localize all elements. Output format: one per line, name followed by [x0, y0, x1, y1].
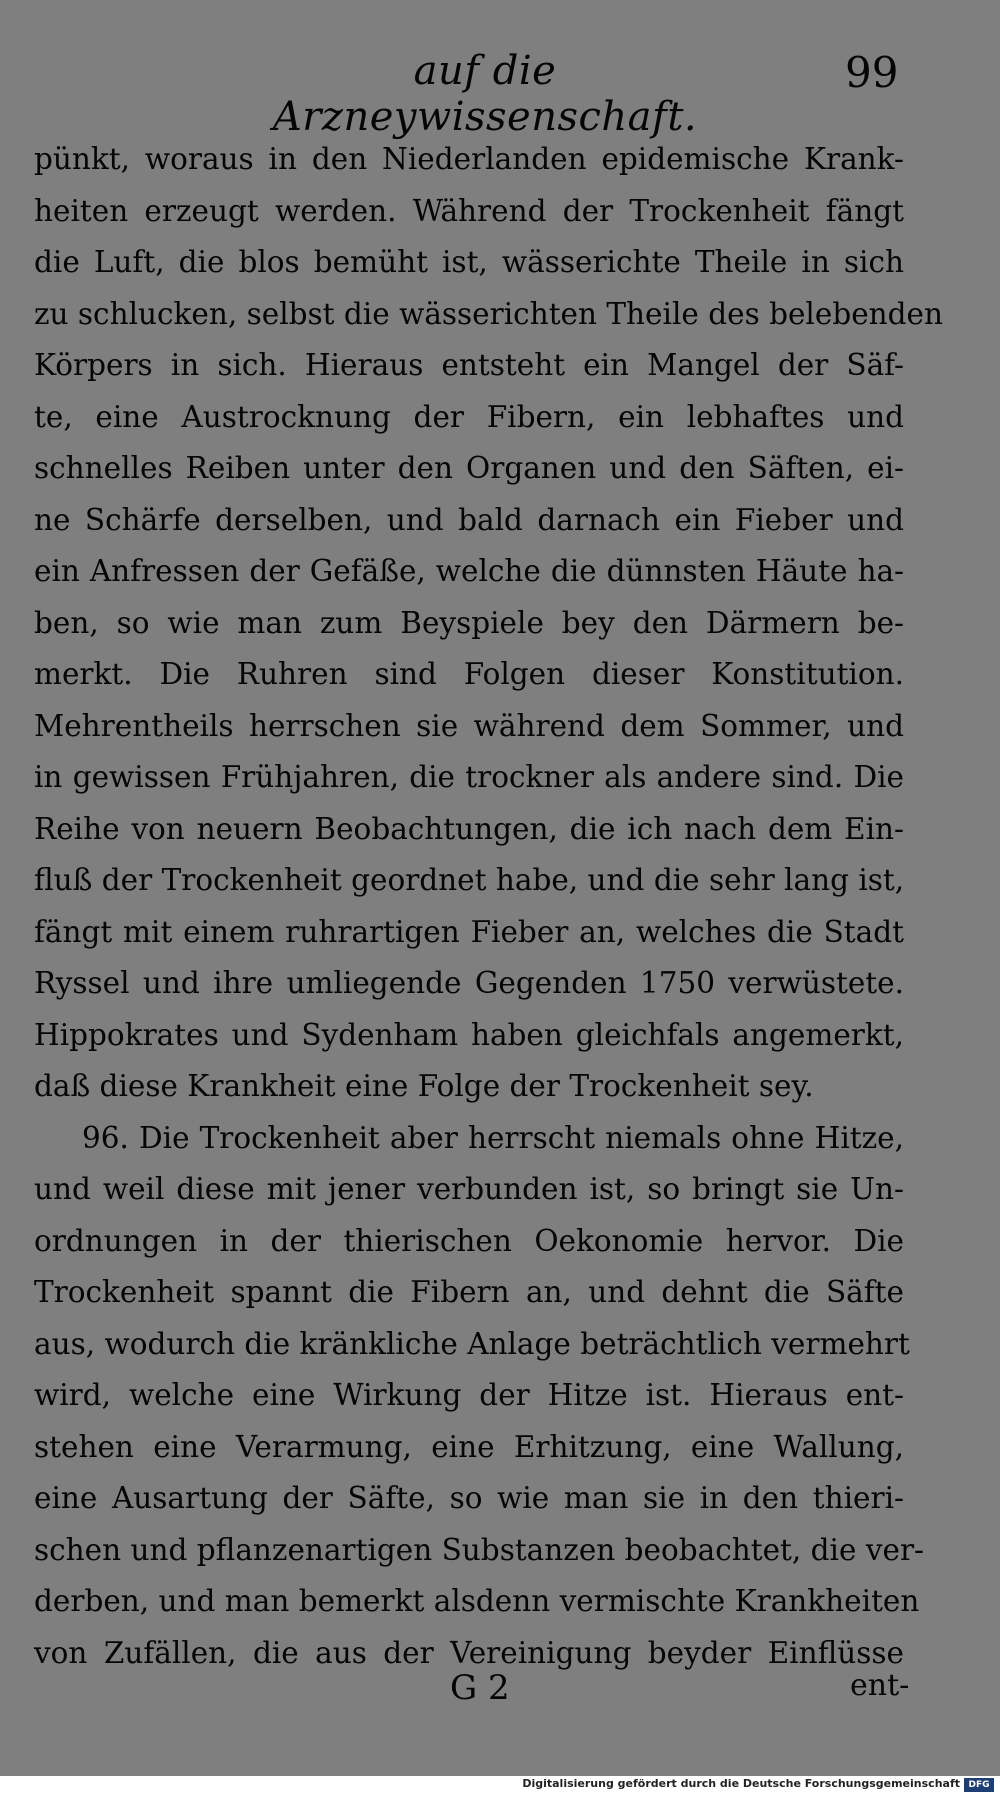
text-line: in gewissen Frühjahren, die trockner als andere sind. Die — [34, 760, 904, 794]
text-line: ein Anfressen der Gefäße, welche die dünnsten Häute ha- — [34, 554, 904, 588]
text-line: fluß der Trockenheit geordnet habe, und die sehr lang ist, — [34, 863, 905, 897]
paragraph-96-start: 96. Die Trockenheit aber herrscht niemals ohne Hitze, — [82, 1120, 904, 1155]
dfg-logo: DFG — [964, 1778, 994, 1792]
text-line: merkt. Die Ruhren sind Folgen dieser Konstitution. — [34, 657, 904, 691]
text-line: ben, so wie man zum Beyspiele bey den Därmern be- — [34, 605, 904, 640]
running-title: auf die Arzneywissenschaft. — [272, 48, 698, 140]
text-line: Hippokrates und Sydenham haben gleichfals angemerkt, — [34, 1017, 904, 1052]
text-line: zu schlucken, selbst die wässerichten Theile des belebenden — [34, 296, 943, 331]
digitization-credit-bar — [0, 1776, 1000, 1794]
text-line: daß diese Krankheit eine Folge der Trockenheit sey. — [34, 1069, 814, 1103]
text-line: Körpers in sich. Hieraus entsteht ein Mangel der Säf- — [34, 348, 904, 382]
text-line: pünkt, woraus in den Niederlanden epidemische Krank- — [34, 142, 904, 176]
text-line: stehen eine Verarmung, eine Erhitzung, eine Wallung, — [34, 1429, 904, 1464]
text-line: und weil diese mit jener verbunden ist, so bringt sie Un- — [34, 1172, 904, 1206]
text-line: von Zufällen, die aus der Vereinigung beyder Einflüsse — [34, 1635, 904, 1670]
text-line: ne Schärfe derselben, und bald darnach ein Fieber und — [34, 502, 904, 537]
body-text — [34, 134, 943, 1679]
text-line: eine Ausartung der Säfte, so wie man sie in den thieri- — [34, 1481, 904, 1515]
text-line: Trockenheit spannt die Fibern an, und dehnt die Säfte — [34, 1275, 904, 1309]
text-line: Mehrentheils herrschen sie während dem Sommer, und — [34, 708, 904, 743]
text-line: Ryssel und ihre umliegende Gegenden 1750 verwüstete. — [34, 966, 904, 1000]
credit-text: Digitalisierung gefördert durch die Deutsche Forschungsgemeinschaft — [522, 1777, 960, 1790]
text-line: ordnungen in der thierischen Oekonomie hervor. Die — [34, 1223, 904, 1258]
text-line: te, eine Austrocknung der Fibern, ein lebhaftes und — [34, 399, 904, 434]
text-line: Reihe von neuern Beobachtungen, die ich nach dem Ein- — [34, 811, 904, 846]
text-line: schnelles Reiben unter den Organen und den Säften, ei- — [34, 451, 904, 485]
text-line: aus, wodurch die kränkliche Anlage beträchtlich vermehrt — [34, 1326, 910, 1361]
page-header — [0, 48, 1000, 140]
text-line: heiten erzeugt werden. Während der Trockenheit fängt — [34, 193, 904, 228]
catchword: ent- — [850, 1668, 910, 1703]
text-line: die Luft, die blos bemüht ist, wässerichte Theile in sich — [34, 245, 904, 279]
page-footer — [0, 1668, 1000, 1728]
text-line: derben, und man bemerkt alsdenn vermischte Krankheiten — [34, 1584, 920, 1618]
signature-mark: G 2 — [450, 1668, 510, 1708]
page-number: 99 — [845, 48, 899, 97]
text-line: fängt mit einem ruhrartigen Fieber an, welches die Stadt — [34, 914, 904, 949]
text-line: wird, welche eine Wirkung der Hitze ist. Hieraus ent- — [34, 1378, 904, 1412]
text-line: schen und pflanzenartigen Substanzen beobachtet, die ver- — [34, 1532, 925, 1567]
